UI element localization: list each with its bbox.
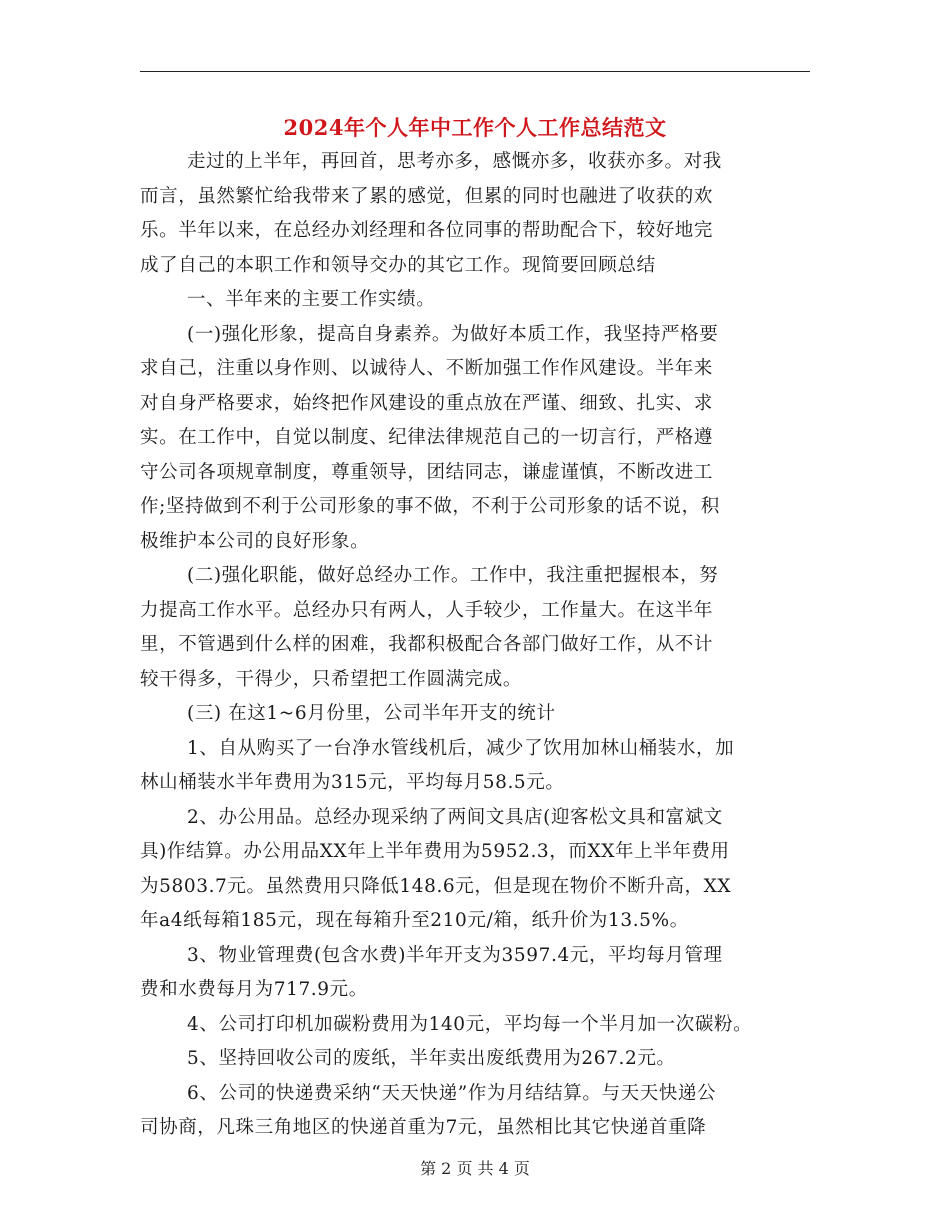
paragraph-line: 6、公司的快递费采纳“天天快递”作为月结结算。与天天快递公 <box>187 1083 717 1104</box>
page-footer: 第 2 页 共 4 页 <box>420 1159 530 1178</box>
paragraph-line: 3、物业管理费(包含水费)半年开支为3597.4元，平均每月管理 <box>187 945 723 966</box>
paragraph-line: 1、自从购买了一台净水管线机后，减少了饮用加林山桶装水，加 <box>187 738 735 759</box>
paragraph-line: 极维护本公司的良好形象。 <box>140 531 370 552</box>
paragraph-line: 4、公司打印机加碳粉费用为140元，平均每一个半月加一次碳粉。 <box>187 1014 753 1035</box>
paragraph-line: 求自己，注重以身作则、以诚待人、不断加强工作作风建设。半年来 <box>140 358 714 379</box>
paragraph-line: 具)作结算。办公用品XX年上半年费用为5952.3，而XX年上半年费用 <box>140 841 730 862</box>
paragraph-line: 里，不管遇到什么样的困难，我都积极配合各部门做好工作，从不计 <box>140 634 714 655</box>
paragraph-line: 而言，虽然繁忙给我带来了累的感觉，但累的同时也融进了收获的欢 <box>140 186 714 207</box>
paragraph-line: 年a4纸每箱185元，现在每箱升至210元/箱，纸升价为13.5%。 <box>140 910 689 931</box>
paragraph-line: 为5803.7元。虽然费用只降低148.6元，但是现在物价不断升高，XX <box>140 876 732 897</box>
paragraph-line: (二)强化职能，做好总经办工作。工作中，我注重把握根本，努 <box>187 565 719 586</box>
paragraph-line: 走过的上半年，再回首，思考亦多，感慨亦多，收获亦多。对我 <box>187 151 722 172</box>
paragraph-line: 林山桶装水半年费用为315元，平均每月58.5元。 <box>140 772 565 793</box>
paragraph-line: (一)强化形象，提高自身素养。为做好本质工作，我坚持严格要 <box>187 324 719 345</box>
paragraph-line: 较干得多，干得少，只希望把工作圆满完成。 <box>140 669 523 690</box>
paragraph-line: 5、坚持回收公司的废纸，半年卖出废纸费用为267.2元。 <box>187 1048 676 1069</box>
section-heading: (三) 在这1~6月份里，公司半年开支的统计 <box>187 703 556 724</box>
document-title: 2024年个人年中工作个人工作总结范文 <box>283 115 667 140</box>
paragraph-line: 对自身严格要求，始终把作风建设的重点放在严谨、细致、扎实、求 <box>140 393 714 414</box>
paragraph-line: 乐。半年以来，在总经办刘经理和各位同事的帮助配合下，较好地完 <box>140 220 714 241</box>
paragraph-line: 成了自己的本职工作和领导交办的其它工作。现简要回顾总结 <box>140 255 656 276</box>
paragraph-line: 作;坚持做到不利于公司形象的事不做，不利于公司形象的话不说，积 <box>140 496 720 517</box>
paragraph-line: 司协商，凡珠三角地区的快递首重为7元，虽然相比其它快递首重降 <box>140 1117 707 1138</box>
paragraph-line: 力提高工作水平。总经办只有两人，人手较少，工作量大。在这半年 <box>140 600 714 621</box>
header-rule <box>140 71 810 72</box>
paragraph-line: 守公司各项规章制度，尊重领导，团结同志，谦虚谨慎，不断改进工 <box>140 462 714 483</box>
section-heading: 一、半年来的主要工作实绩。 <box>187 289 436 310</box>
paragraph-line: 费和水费每月为717.9元。 <box>140 979 368 1000</box>
paragraph-line: 2、办公用品。总经办现采纳了两间文具店(迎客松文具和富斌文 <box>187 807 723 828</box>
paragraph-line: 实。在工作中，自觉以制度、纪律法律规范自己的一切言行，严格遵 <box>140 427 714 448</box>
